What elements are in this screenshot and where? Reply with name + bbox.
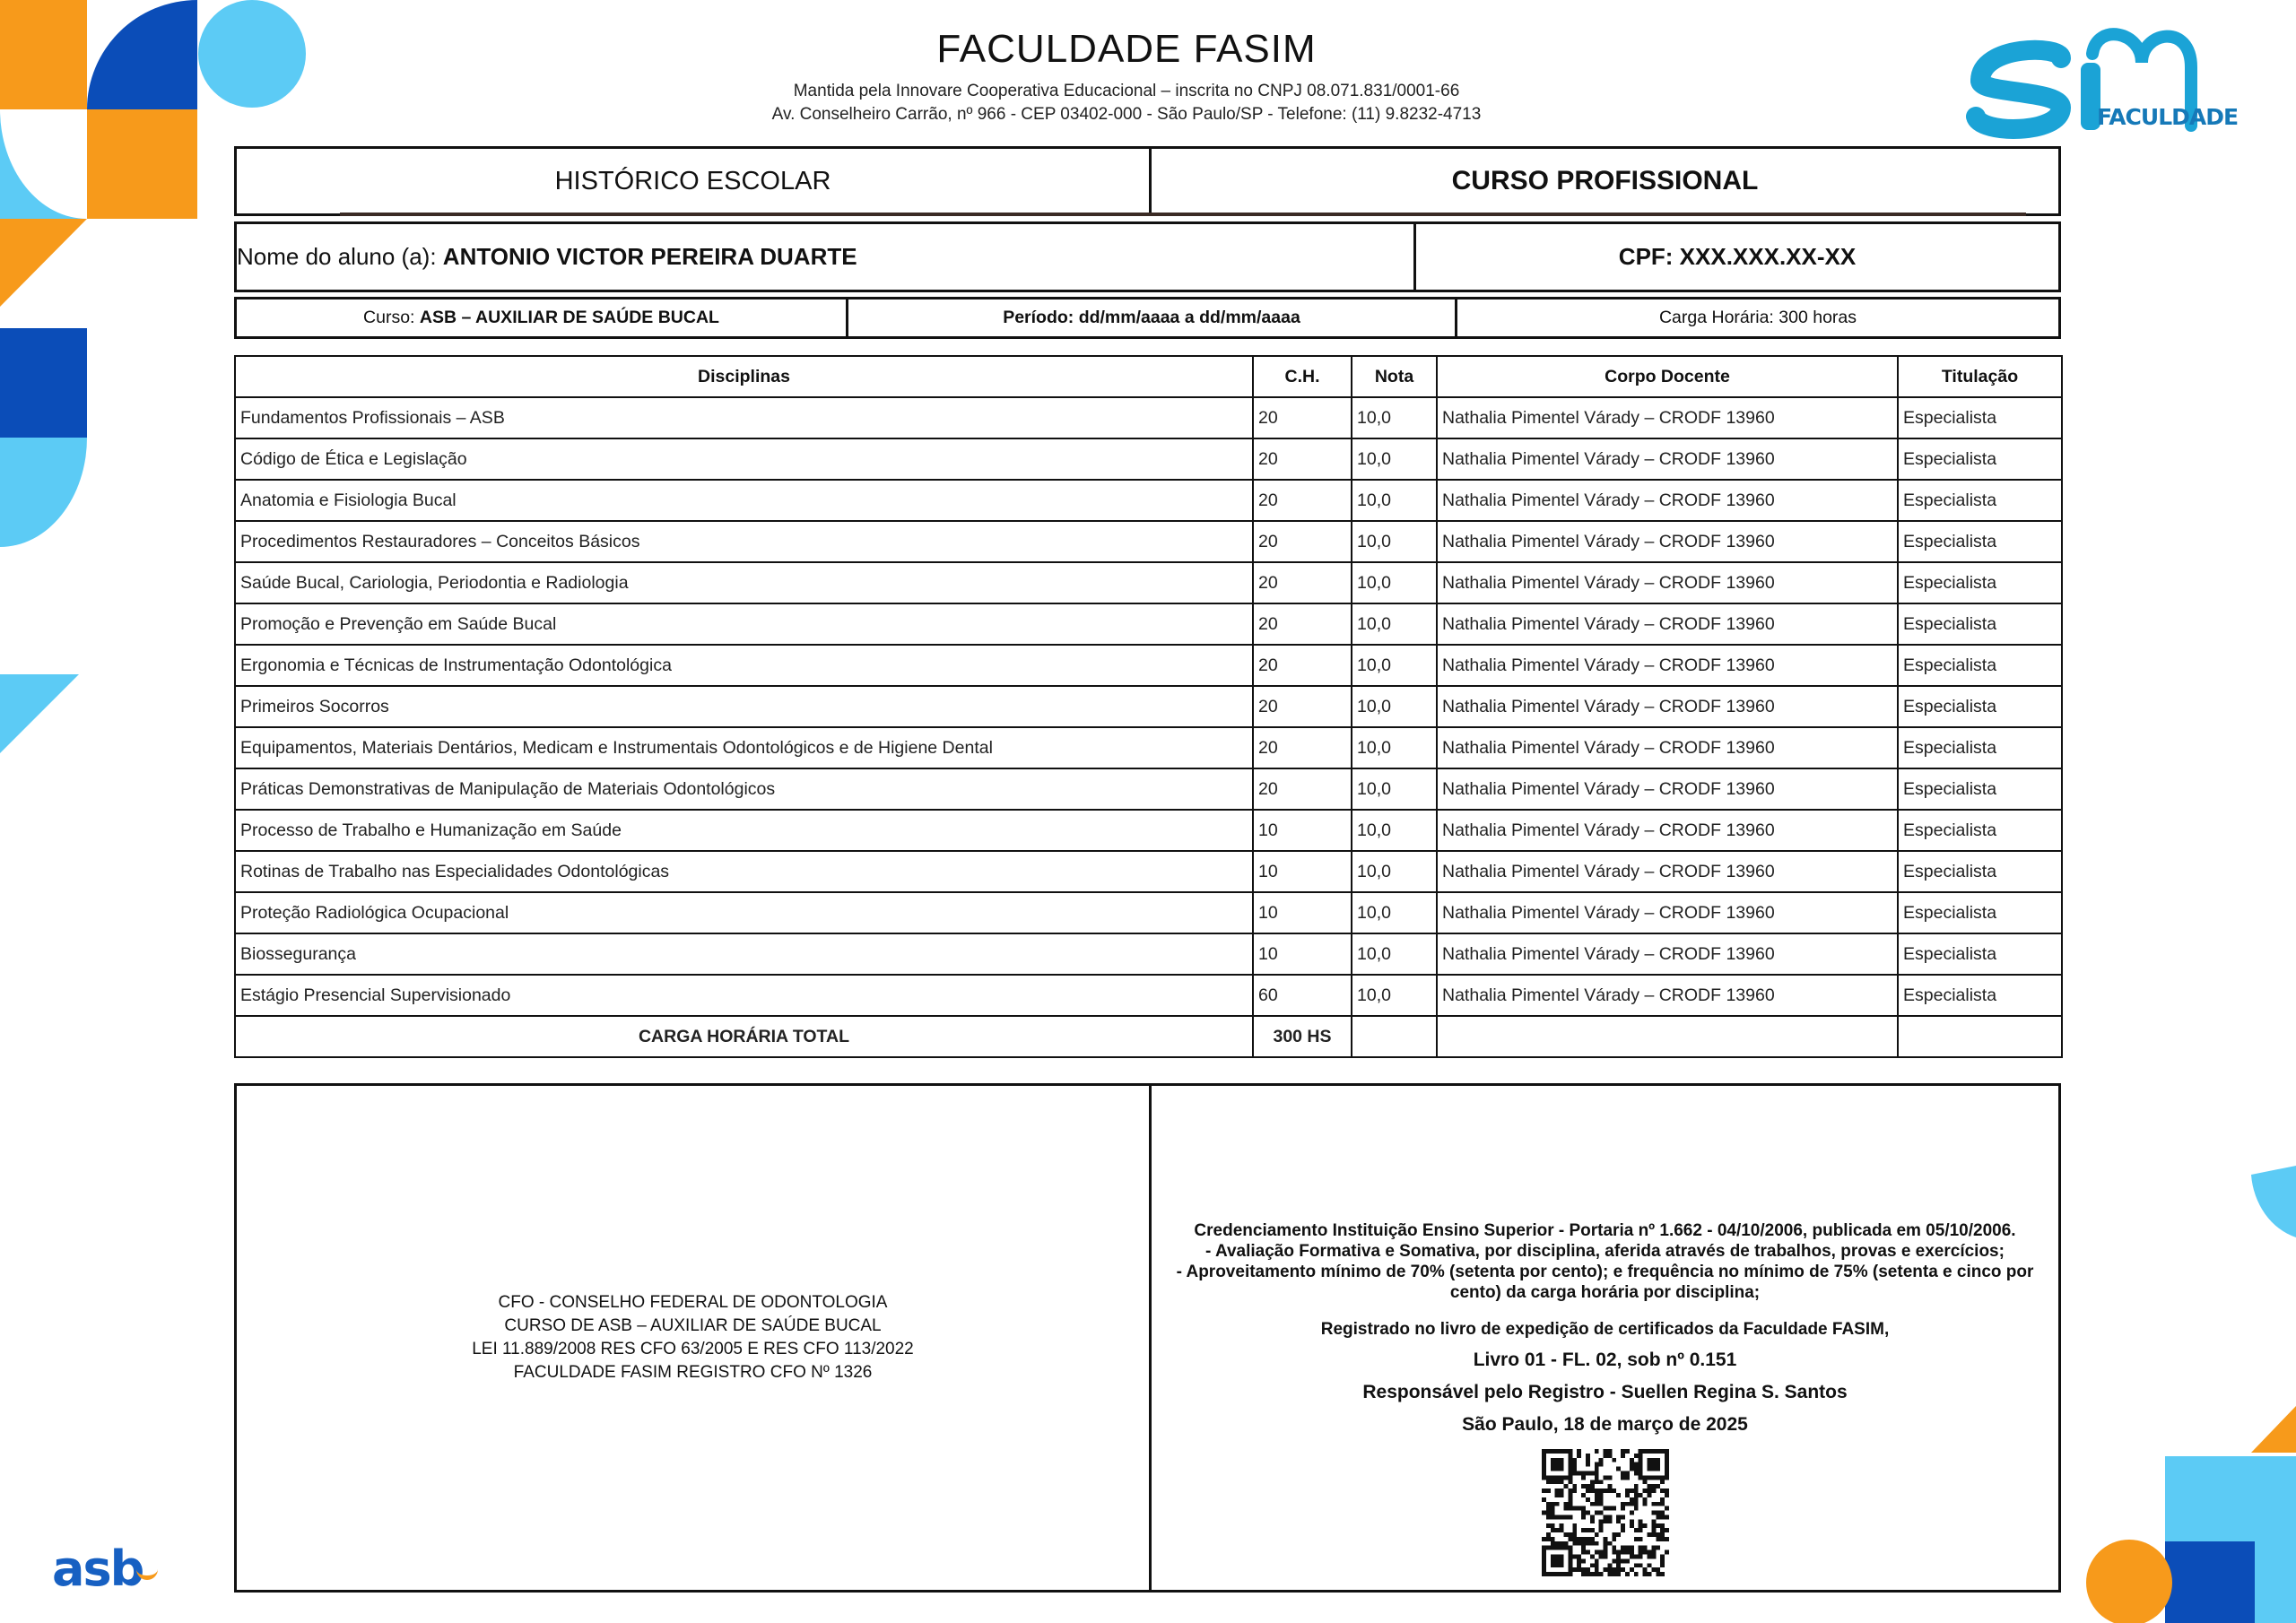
cell-disciplina: Proteção Radiológica Ocupacional — [235, 892, 1253, 933]
cell-nota: 10,0 — [1352, 645, 1437, 686]
cell-docente: Nathalia Pimentel Várady – CRODF 13960 — [1437, 480, 1898, 521]
cell-nota: 10,0 — [1352, 768, 1437, 810]
total-empty-titulacao — [1898, 1016, 2062, 1057]
cell-disciplina: Código de Ética e Legislação — [235, 438, 1253, 480]
cell-titulacao: Especialista — [1898, 727, 2062, 768]
cell-disciplina: Promoção e Prevenção em Saúde Bucal — [235, 603, 1253, 645]
qr-code-icon — [1542, 1449, 1669, 1576]
table-row — [235, 603, 2062, 645]
table-row — [235, 645, 2062, 686]
cell-titulacao: Especialista — [1898, 645, 2062, 686]
cell-docente: Nathalia Pimentel Várady – CRODF 13960 — [1437, 645, 1898, 686]
course-period: Período: dd/mm/aaaa a dd/mm/aaaa — [1003, 308, 1300, 327]
cell-titulacao: Especialista — [1898, 438, 2062, 480]
cell-disciplina: Procedimentos Restauradores – Conceitos Básicos — [235, 521, 1253, 562]
table-row — [235, 686, 2062, 727]
header-ch: C.H. — [1253, 356, 1352, 397]
avaliacao-line: - Avaliação Formativa e Somativa, por disciplina, aferida através de trabalhos, provas e exercícios; — [1205, 1242, 2005, 1261]
cell-docente: Nathalia Pimentel Várady – CRODF 13960 — [1437, 562, 1898, 603]
cell-titulacao: Especialista — [1898, 397, 2062, 438]
cell-ch: 20 — [1253, 603, 1352, 645]
cell-disciplina: Ergonomia e Técnicas de Instrumentação Odontológica — [235, 645, 1253, 686]
asb-logo-text: asb — [52, 1541, 144, 1597]
table-row — [235, 562, 2062, 603]
total-ch: 300 HS — [1253, 1016, 1352, 1057]
table-row — [235, 768, 2062, 810]
cfo-line: CFO - CONSELHO FEDERAL DE ODONTOLOGIA — [498, 1293, 888, 1312]
cell-nota: 10,0 — [1352, 562, 1437, 603]
registro-line: Registrado no livro de expedição de certificados da Faculdade FASIM, — [1320, 1320, 1890, 1339]
cell-ch: 20 — [1253, 480, 1352, 521]
total-label: CARGA HORÁRIA TOTAL — [235, 1016, 1253, 1057]
cell-docente: Nathalia Pimentel Várady – CRODF 13960 — [1437, 686, 1898, 727]
cell-ch: 20 — [1253, 727, 1352, 768]
cell-ch: 20 — [1253, 521, 1352, 562]
student-name: ANTONIO VICTOR PEREIRA DUARTE — [442, 243, 857, 270]
cell-ch: 20 — [1253, 562, 1352, 603]
student-name-label: Nome do aluno (a): — [237, 243, 443, 270]
cell-ch: 10 — [1253, 810, 1352, 851]
cell-titulacao: Especialista — [1898, 686, 2062, 727]
table-row — [235, 521, 2062, 562]
cfo-registry-line: FACULDADE FASIM REGISTRO CFO Nº 1326 — [513, 1363, 873, 1382]
cell-titulacao: Especialista — [1898, 892, 2062, 933]
cell-docente: Nathalia Pimentel Várady – CRODF 13960 — [1437, 438, 1898, 480]
total-row — [235, 1016, 2062, 1057]
cell-disciplina: Práticas Demonstrativas de Manipulação de Materiais Odontológicos — [235, 768, 1253, 810]
date-line: São Paulo, 18 de março de 2025 — [1462, 1414, 1748, 1435]
total-empty-nota — [1352, 1016, 1437, 1057]
cell-docente: Nathalia Pimentel Várady – CRODF 13960 — [1437, 603, 1898, 645]
cell-docente: Nathalia Pimentel Várady – CRODF 13960 — [1437, 810, 1898, 851]
cell-titulacao: Especialista — [1898, 768, 2062, 810]
smile-icon — [136, 1563, 158, 1580]
header-titulacao: Titulação — [1898, 356, 2062, 397]
cell-ch: 60 — [1253, 975, 1352, 1016]
cell-disciplina: Processo de Trabalho e Humanização em Saúde — [235, 810, 1253, 851]
course-line: CURSO DE ASB – AUXILIAR DE SAÚDE BUCAL — [504, 1316, 882, 1335]
cell-disciplina: Rotinas de Trabalho nas Especialidades Odontológicas — [235, 851, 1253, 892]
cell-nota: 10,0 — [1352, 975, 1437, 1016]
livro-line: Livro 01 - FL. 02, sob nº 0.151 — [1473, 1350, 1737, 1370]
table-row — [235, 727, 2062, 768]
cell-titulacao: Especialista — [1898, 521, 2062, 562]
cell-docente: Nathalia Pimentel Várady – CRODF 13960 — [1437, 768, 1898, 810]
cell-nota: 10,0 — [1352, 727, 1437, 768]
cell-titulacao: Especialista — [1898, 603, 2062, 645]
cell-nota: 10,0 — [1352, 851, 1437, 892]
cell-docente: Nathalia Pimentel Várady – CRODF 13960 — [1437, 727, 1898, 768]
cell-disciplina: Estágio Presencial Supervisionado — [235, 975, 1253, 1016]
table-row — [235, 892, 2062, 933]
cell-docente: Nathalia Pimentel Várady – CRODF 13960 — [1437, 975, 1898, 1016]
cell-titulacao: Especialista — [1898, 975, 2062, 1016]
title-historico: HISTÓRICO ESCOLAR — [554, 166, 831, 195]
cell-disciplina: Fundamentos Profissionais – ASB — [235, 397, 1253, 438]
header-corpo-docente: Corpo Docente — [1437, 356, 1898, 397]
table-row — [235, 438, 2062, 480]
student-row — [234, 221, 2061, 292]
cell-ch: 20 — [1253, 397, 1352, 438]
cell-disciplina: Equipamentos, Materiais Dentários, Medicam e Instrumentais Odontológicos e de Higiene Dental — [235, 727, 1253, 768]
institution-subtitle: Mantida pela Innovare Cooperativa Educacional – inscrita no CNPJ 08.071.831/0001-66 — [793, 82, 1460, 100]
table-row — [235, 975, 2062, 1016]
course-workload: Carga Horária: 300 horas — [1658, 308, 1857, 327]
course-cell — [237, 299, 846, 336]
cell-titulacao: Especialista — [1898, 933, 2062, 975]
grades-table — [234, 355, 2063, 1058]
cell-ch: 20 — [1253, 438, 1352, 480]
cell-docente: Nathalia Pimentel Várady – CRODF 13960 — [1437, 892, 1898, 933]
total-empty-docente — [1437, 1016, 1898, 1057]
cell-nota: 10,0 — [1352, 892, 1437, 933]
table-row — [235, 810, 2062, 851]
title-row — [234, 146, 2061, 216]
cell-ch: 10 — [1253, 933, 1352, 975]
table-row — [235, 851, 2062, 892]
cell-docente: Nathalia Pimentel Várady – CRODF 13960 — [1437, 851, 1898, 892]
cell-ch: 20 — [1253, 645, 1352, 686]
cell-nota: 10,0 — [1352, 521, 1437, 562]
header-disciplinas: Disciplinas — [235, 356, 1253, 397]
course-value: ASB – AUXILIAR DE SAÚDE BUCAL — [419, 308, 719, 327]
cell-nota: 10,0 — [1352, 933, 1437, 975]
header-nota: Nota — [1352, 356, 1437, 397]
student-cpf: CPF: XXX.XXX.XX-XX — [1618, 243, 1857, 270]
student-name-cell — [237, 224, 1413, 290]
cell-nota: 10,0 — [1352, 397, 1437, 438]
cell-ch: 10 — [1253, 892, 1352, 933]
footer-box — [234, 1083, 2061, 1593]
institution-address: Av. Conselheiro Carrão, nº 966 - CEP 03402-000 - São Paulo/SP - Telefone: (11) 9.8232-4713 — [771, 105, 1482, 124]
cell-ch: 10 — [1253, 851, 1352, 892]
title-underline — [340, 213, 2026, 216]
cell-nota: 10,0 — [1352, 480, 1437, 521]
table-row — [235, 397, 2062, 438]
table-header-row — [235, 356, 2062, 397]
credenciamento-line: Credenciamento Instituição Ensino Superior - Portaria nº 1.662 - 04/10/2006, publicada em 05/10/2006. — [1194, 1221, 2016, 1240]
aproveitamento-line: - Aproveitamento mínimo de 70% (setenta por cento); e frequência no mínimo de 75% (setenta e cinco por cento) da carga horária por disciplina; — [1176, 1263, 2034, 1302]
cell-nota: 10,0 — [1352, 438, 1437, 480]
footer-right — [1152, 1086, 2058, 1590]
law-line: LEI 11.889/2008 RES CFO 63/2005 E RES CFO 113/2022 — [472, 1340, 914, 1358]
cell-ch: 20 — [1253, 686, 1352, 727]
footer-left — [237, 1086, 1149, 1590]
cell-docente: Nathalia Pimentel Várady – CRODF 13960 — [1437, 397, 1898, 438]
cell-disciplina: Anatomia e Fisiologia Bucal — [235, 480, 1253, 521]
logo-subtext: FACULDADE — [2097, 104, 2239, 130]
asb-logo — [52, 1541, 158, 1597]
cell-nota: 10,0 — [1352, 810, 1437, 851]
cell-titulacao: Especialista — [1898, 480, 2062, 521]
title-curso: CURSO PROFISSIONAL — [1451, 166, 1759, 195]
cell-docente: Nathalia Pimentel Várady – CRODF 13960 — [1437, 521, 1898, 562]
cell-disciplina: Biossegurança — [235, 933, 1253, 975]
cell-docente: Nathalia Pimentel Várady – CRODF 13960 — [1437, 933, 1898, 975]
course-label: Curso: — [363, 308, 420, 327]
cell-titulacao: Especialista — [1898, 562, 2062, 603]
cell-disciplina: Primeiros Socorros — [235, 686, 1253, 727]
institution-title: FACULDADE FASIM — [936, 27, 1317, 71]
table-row — [235, 933, 2062, 975]
cell-titulacao: Especialista — [1898, 810, 2062, 851]
cell-titulacao: Especialista — [1898, 851, 2062, 892]
cell-nota: 10,0 — [1352, 686, 1437, 727]
decorative-shapes-right — [2072, 1166, 2296, 1623]
cell-disciplina: Saúde Bucal, Cariologia, Periodontia e Radiologia — [235, 562, 1253, 603]
cell-nota: 10,0 — [1352, 603, 1437, 645]
table-row — [235, 480, 2062, 521]
responsavel-line: Responsável pelo Registro - Suellen Regina S. Santos — [1362, 1382, 1848, 1402]
cell-ch: 20 — [1253, 768, 1352, 810]
course-row — [234, 297, 2061, 339]
